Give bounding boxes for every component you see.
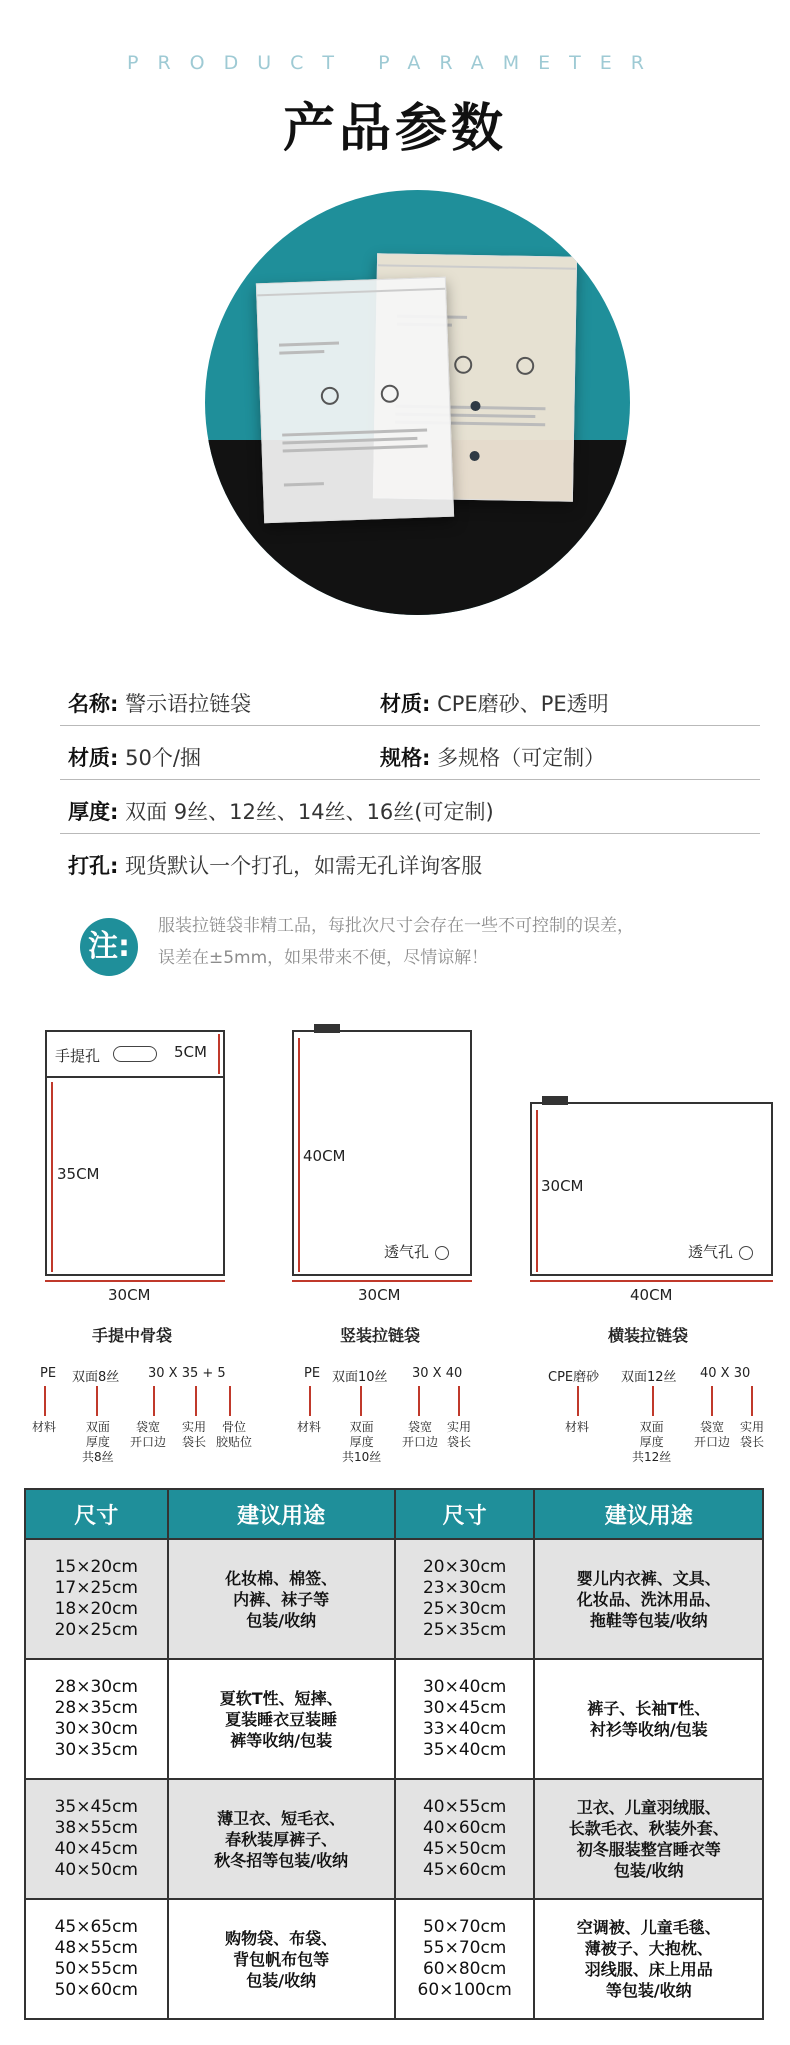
vent-hole-icon — [435, 1246, 449, 1260]
vertical-label-thickness: 双面 厚度 共10丝 — [342, 1420, 382, 1464]
size-cell-line: 45×60cm — [422, 1860, 507, 1880]
usage-cell — [534, 1899, 763, 2019]
horizontal-label-width: 袋宽 开口边 — [694, 1420, 731, 1449]
header-use-2: 建议用途 — [534, 1489, 763, 1539]
size-cell-line: 20×25cm — [54, 1620, 138, 1640]
usage-cell — [534, 1659, 763, 1779]
vertical-height: 40CM — [303, 1147, 346, 1165]
size-cell-line: 40×50cm — [54, 1860, 138, 1880]
handle-code-material: PE — [40, 1366, 57, 1381]
handle-code-thickness: 双面8丝 — [72, 1370, 120, 1385]
size-cell-line: 40×60cm — [422, 1818, 507, 1838]
table-row — [25, 1659, 763, 1779]
horizontal-zip-slider — [542, 1096, 568, 1105]
size-cell-line: 48×55cm — [54, 1938, 138, 1958]
table-header-row — [25, 1489, 763, 1539]
usage-cell — [534, 1779, 763, 1899]
size-usage-table — [24, 1488, 764, 2020]
usage-cell-line: 夏装睡衣豆装睡 — [225, 1709, 338, 1729]
usage-cell-line: 衬衫等收纳/包装 — [589, 1720, 708, 1739]
usage-cell-line: 购物袋、布袋、 — [225, 1928, 338, 1948]
horizontal-vent-label: 透气孔 — [688, 1243, 734, 1261]
handle-label-length: 实用 袋长 — [182, 1420, 207, 1449]
vertical-code-material: PE — [304, 1366, 321, 1381]
horizontal-code-size: 40 X 30 — [700, 1366, 751, 1381]
usage-cell-line: 化妆棉、棉签、 — [225, 1568, 338, 1588]
usage-cell-line: 春秋装厚裤子、 — [225, 1829, 338, 1849]
usage-cell-line: 薄卫衣、短毛衣、 — [217, 1808, 346, 1828]
size-cell-line: 35×40cm — [422, 1740, 507, 1760]
usage-cell-line: 包装/收纳 — [246, 1610, 317, 1630]
header-title: 产品参数 — [282, 99, 507, 159]
spec-row-hole — [60, 834, 760, 888]
usage-cell-line: 夏软T性、短摔、 — [219, 1688, 343, 1708]
size-cell-line: 40×45cm — [54, 1839, 138, 1859]
note-icon: 注: — [80, 918, 138, 976]
vertical-vent-label: 透气孔 — [384, 1243, 430, 1261]
horizontal-bag-title: 横装拉链袋 — [608, 1326, 689, 1345]
usage-cell-line: 化妆品、洗沐用品、 — [576, 1589, 721, 1609]
handle-top-size: 5CM — [174, 1043, 207, 1061]
usage-cell-line: 背包帆布包等 — [233, 1949, 330, 1969]
size-cell-line: 38×55cm — [54, 1818, 138, 1838]
handle-hole-icon — [113, 1046, 157, 1062]
size-cell-line: 20×30cm — [422, 1557, 507, 1577]
size-cell — [25, 1659, 168, 1779]
size-cell — [395, 1899, 535, 2019]
usage-cell-line: 拖鞋等包装/收纳 — [589, 1610, 708, 1630]
horizontal-label-length: 实用 袋长 — [740, 1420, 765, 1449]
size-cell-line: 25×30cm — [422, 1599, 507, 1619]
size-cell-line: 28×35cm — [54, 1698, 138, 1718]
handle-label: 手提孔 — [55, 1047, 101, 1065]
size-cell — [395, 1779, 535, 1899]
handle-label-material: 材料 — [32, 1420, 57, 1434]
vertical-code-thickness: 双面10丝 — [332, 1370, 388, 1385]
size-cell-line: 30×40cm — [422, 1677, 507, 1697]
size-cell-line: 40×55cm — [422, 1797, 507, 1817]
table-row — [25, 1779, 763, 1899]
usage-cell-line: 初冬服装整宫睡衣等 — [576, 1840, 721, 1859]
size-cell-line: 28×30cm — [54, 1677, 138, 1697]
material-value: CPE磨砂、PE透明 — [437, 692, 609, 716]
horizontal-height: 30CM — [541, 1177, 584, 1195]
spec-row-thickness — [60, 780, 760, 834]
table-row — [25, 1539, 763, 1659]
usage-cell — [168, 1779, 395, 1899]
size-cell-line: 30×30cm — [54, 1719, 138, 1739]
name-label: 名称: — [68, 692, 119, 716]
size-cell-line: 18×20cm — [54, 1599, 138, 1619]
usage-cell — [168, 1899, 395, 2019]
usage-cell-line: 空调被、儿童毛毯、 — [576, 1918, 721, 1937]
vertical-label-length: 实用 袋长 — [447, 1420, 472, 1449]
usage-cell-line: 婴儿内衣裤、文具、 — [576, 1568, 721, 1588]
size-cell — [25, 1779, 168, 1899]
horizontal-label-thickness: 双面 厚度 共12丝 — [632, 1420, 672, 1464]
usage-cell-line: 等包装/收纳 — [605, 1981, 692, 2000]
note-line-2: 误差在±5mm，如果带来不便，尽情谅解！ — [158, 948, 489, 968]
header-english-title: PRODUCT PARAMETER — [127, 52, 663, 74]
usage-cell — [168, 1539, 395, 1659]
size-cell-line: 60×80cm — [422, 1959, 507, 1979]
usage-cell-line: 包装/收纳 — [613, 1861, 684, 1880]
size-cell-line: 25×35cm — [422, 1620, 507, 1640]
handle-label-extra: 骨位 胶贴位 — [216, 1420, 253, 1449]
size-cell — [395, 1659, 535, 1779]
spec-list — [60, 672, 760, 888]
usage-cell-line: 薄被子、大抱枕、 — [584, 1939, 713, 1958]
handle-width: 30CM — [108, 1286, 151, 1304]
usage-cell-line: 长款毛衣、秋装外套、 — [568, 1819, 729, 1838]
note-text — [158, 910, 634, 974]
header-use-1: 建议用途 — [168, 1489, 395, 1539]
usage-cell-line: 秋冬招等包装/收纳 — [214, 1850, 349, 1870]
size-cell-line: 33×40cm — [422, 1719, 507, 1739]
spec-label: 规格: — [380, 746, 431, 770]
hole-value: 现货默认一个打孔，如需无孔详询客服 — [125, 854, 483, 878]
size-cell-line: 50×70cm — [422, 1917, 507, 1937]
spec-row-pack-spec — [60, 726, 760, 780]
size-cell — [25, 1899, 168, 2019]
size-cell-line: 17×25cm — [54, 1578, 138, 1598]
vertical-width: 30CM — [358, 1286, 401, 1304]
vertical-bag-title: 竖装拉链袋 — [340, 1326, 421, 1345]
horizontal-code-thickness: 双面12丝 — [621, 1370, 677, 1385]
horizontal-width: 40CM — [630, 1286, 673, 1304]
vertical-zip-slider — [314, 1024, 340, 1033]
size-cell-line: 15×20cm — [54, 1557, 138, 1577]
note-line-1: 服装拉链袋非精工品，每批次尺寸会存在一些不可控制的误差， — [158, 916, 634, 936]
vertical-label-material: 材料 — [297, 1420, 322, 1434]
vent-hole-icon — [739, 1246, 753, 1260]
usage-cell-line: 裤等收纳/包装 — [230, 1730, 333, 1750]
handle-height: 35CM — [57, 1165, 100, 1183]
size-cell-line: 30×35cm — [54, 1740, 138, 1760]
horizontal-label-material: 材料 — [565, 1420, 590, 1434]
usage-cell — [168, 1659, 395, 1779]
usage-cell-line: 羽线服、床上用品 — [584, 1960, 713, 1979]
hole-label: 打孔: — [68, 854, 119, 878]
pack-label: 材质: — [68, 746, 119, 770]
handle-label-thickness: 双面 厚度 共8丝 — [82, 1420, 114, 1464]
bag-white-shirt — [256, 277, 454, 523]
header-size-1: 尺寸 — [25, 1489, 168, 1539]
vertical-code-size: 30 X 40 — [412, 1366, 463, 1381]
size-cell-line: 35×45cm — [54, 1797, 138, 1817]
usage-cell-line: 卫衣、儿童羽绒服、 — [576, 1798, 721, 1817]
handle-code-size: 30 X 35 + 5 — [148, 1366, 226, 1381]
material-label: 材质: — [380, 692, 431, 716]
handle-bag-title: 手提中骨袋 — [92, 1326, 173, 1345]
size-cell-line: 55×70cm — [422, 1938, 507, 1958]
size-cell-line: 30×45cm — [422, 1698, 507, 1718]
product-photo — [205, 190, 630, 615]
size-cell-line: 50×60cm — [54, 1980, 138, 2000]
size-cell-line: 23×30cm — [422, 1578, 507, 1598]
pack-value: 50个/捆 — [125, 746, 201, 770]
name-value: 警示语拉链袋 — [125, 692, 252, 716]
size-cell-line: 50×55cm — [54, 1959, 138, 1979]
size-cell-line: 45×50cm — [422, 1839, 507, 1859]
size-cell-line: 60×100cm — [417, 1980, 512, 2000]
size-cell — [25, 1539, 168, 1659]
thickness-label: 厚度: — [68, 800, 119, 824]
thickness-value: 双面 9丝、12丝、14丝、16丝(可定制) — [125, 800, 494, 824]
usage-cell-line: 内裤、袜子等 — [233, 1589, 330, 1609]
handle-label-width: 袋宽 开口边 — [130, 1420, 167, 1449]
spec-row-name-material — [60, 672, 760, 726]
spec-value: 多规格（可定制） — [437, 746, 606, 770]
usage-cell — [534, 1539, 763, 1659]
usage-cell-line: 裤子、长袖T性、 — [587, 1699, 711, 1718]
size-cell — [395, 1539, 535, 1659]
table-row — [25, 1899, 763, 2019]
usage-cell-line: 包装/收纳 — [246, 1970, 317, 1990]
horizontal-code-material: CPE磨砂 — [548, 1370, 600, 1385]
size-cell-line: 45×65cm — [54, 1917, 138, 1937]
vertical-label-width: 袋宽 开口边 — [402, 1420, 439, 1449]
header-size-2: 尺寸 — [395, 1489, 535, 1539]
